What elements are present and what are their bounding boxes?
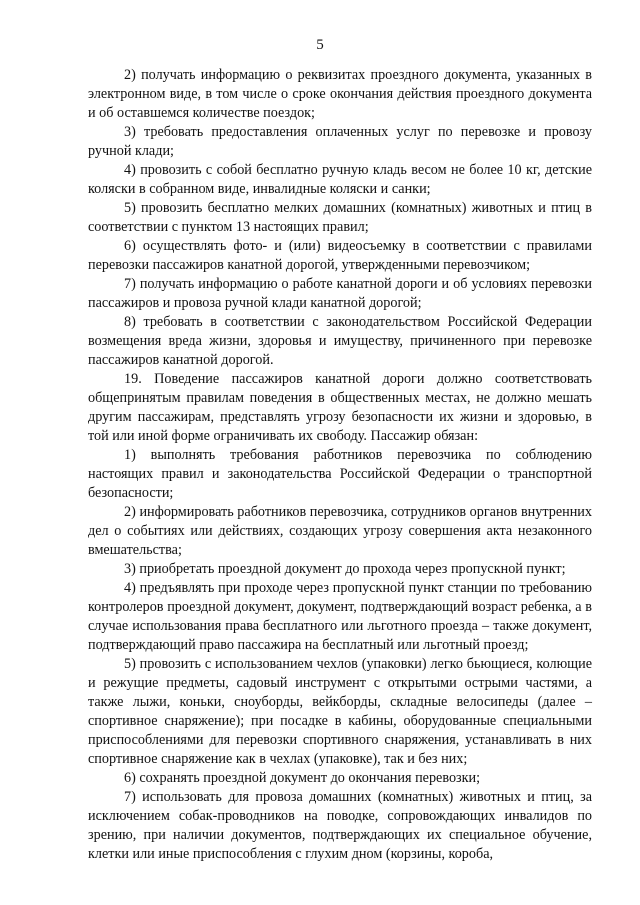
paragraph-right-5: 5) провозить бесплатно мелких домашних (комнатных) животных и птиц в соответствии с пунктом 13 настоящих правил; xyxy=(88,200,592,235)
paragraph-duty-1: 1) выполнять требования работников перевозчика по соблюдению настоящих правил и законодательства Российской Федерации о транспортной безопасности; xyxy=(88,447,592,501)
paragraph-duty-6: 6) сохранять проездной документ до окончания перевозки; xyxy=(124,770,481,786)
paragraph-duty-3: 3) приобретать проездной документ до прохода через пропускной пункт; xyxy=(124,561,566,577)
paragraph-right-2: 2) получать информацию о реквизитах проездного документа, указанных в электронном виде, в том числе о сроке окончания действия проездного документа и об оставшемся количестве поездок; xyxy=(88,67,592,121)
document-body xyxy=(88,66,592,864)
paragraph-duty-2: 2) информировать работников перевозчика, сотрудников органов внутренних дел о событиях или действиях, создающих угрозу совершения акта незаконного вмешательства; xyxy=(88,504,592,558)
paragraph-right-6: 6) осуществлять фото- и (или) видеосъемку в соответствии с правилами перевозки пассажиров канатной дорогой, утвержденными перевозчиком; xyxy=(88,238,592,273)
paragraph-duty-7: 7) использовать для провоза домашних (комнатных) животных и птиц, за исключением собак-проводников на поводке, сопровождающих инвалидов по зрению, при наличии документов, подтверждающих их специальное обучение, клетки или иные приспособления с глухим дном (корзины, короба, xyxy=(88,789,592,862)
paragraph-right-3: 3) требовать предоставления оплаченных услуг по перевозке и провозу ручной клади; xyxy=(88,124,592,159)
paragraph-right-8: 8) требовать в соответствии с законодательством Российской Федерации возмещения вреда жизни, здоровья и имуществу, причиненного при перевозке пассажиров канатной дорогой. xyxy=(88,314,592,368)
paragraph-right-7: 7) получать информацию о работе канатной дороги и об условиях перевозки пассажиров и провоза ручной клади канатной дорогой; xyxy=(88,276,592,311)
paragraph-duty-4: 4) предъявлять при проходе через пропускной пункт станции по требованию контролеров проездной документ, документ, подтверждающий возраст ребенка, а в случае использования права бесплатного или льготного проезда – также документ, подтверждающий право пассажира на бесплатный или льготный проезд; xyxy=(88,580,592,653)
page-number: 5 xyxy=(316,37,324,53)
paragraph-duty-5: 5) провозить с использованием чехлов (упаковки) легко бьющиеся, колющие и режущие предметы, садовый инструмент с открытыми острыми частями, а также лыжи, коньки, сноуборды, вейкборды, складные велосипеды (далее – спортивное снаряжение); при посадке в кабины, оборудованные специальными приспособлениями для перевозки спортивного снаряжения, устанавливать в них спортивное снаряжение как в чехлах (упаковке), так и без них; xyxy=(88,656,592,767)
paragraph-right-4: 4) провозить с собой бесплатно ручную кладь весом не более 10 кг, детские коляски в собранном виде, инвалидные коляски и санки; xyxy=(88,162,592,197)
paragraph-section-19: 19. Поведение пассажиров канатной дороги должно соответствовать общепринятым правилам поведения в общественных местах, не должно мешать другим пассажирам, представлять угрозу безопасности их жизни и здоровью, в той или иной форме ограничивать их свободу. Пассажир обязан: xyxy=(88,371,592,444)
